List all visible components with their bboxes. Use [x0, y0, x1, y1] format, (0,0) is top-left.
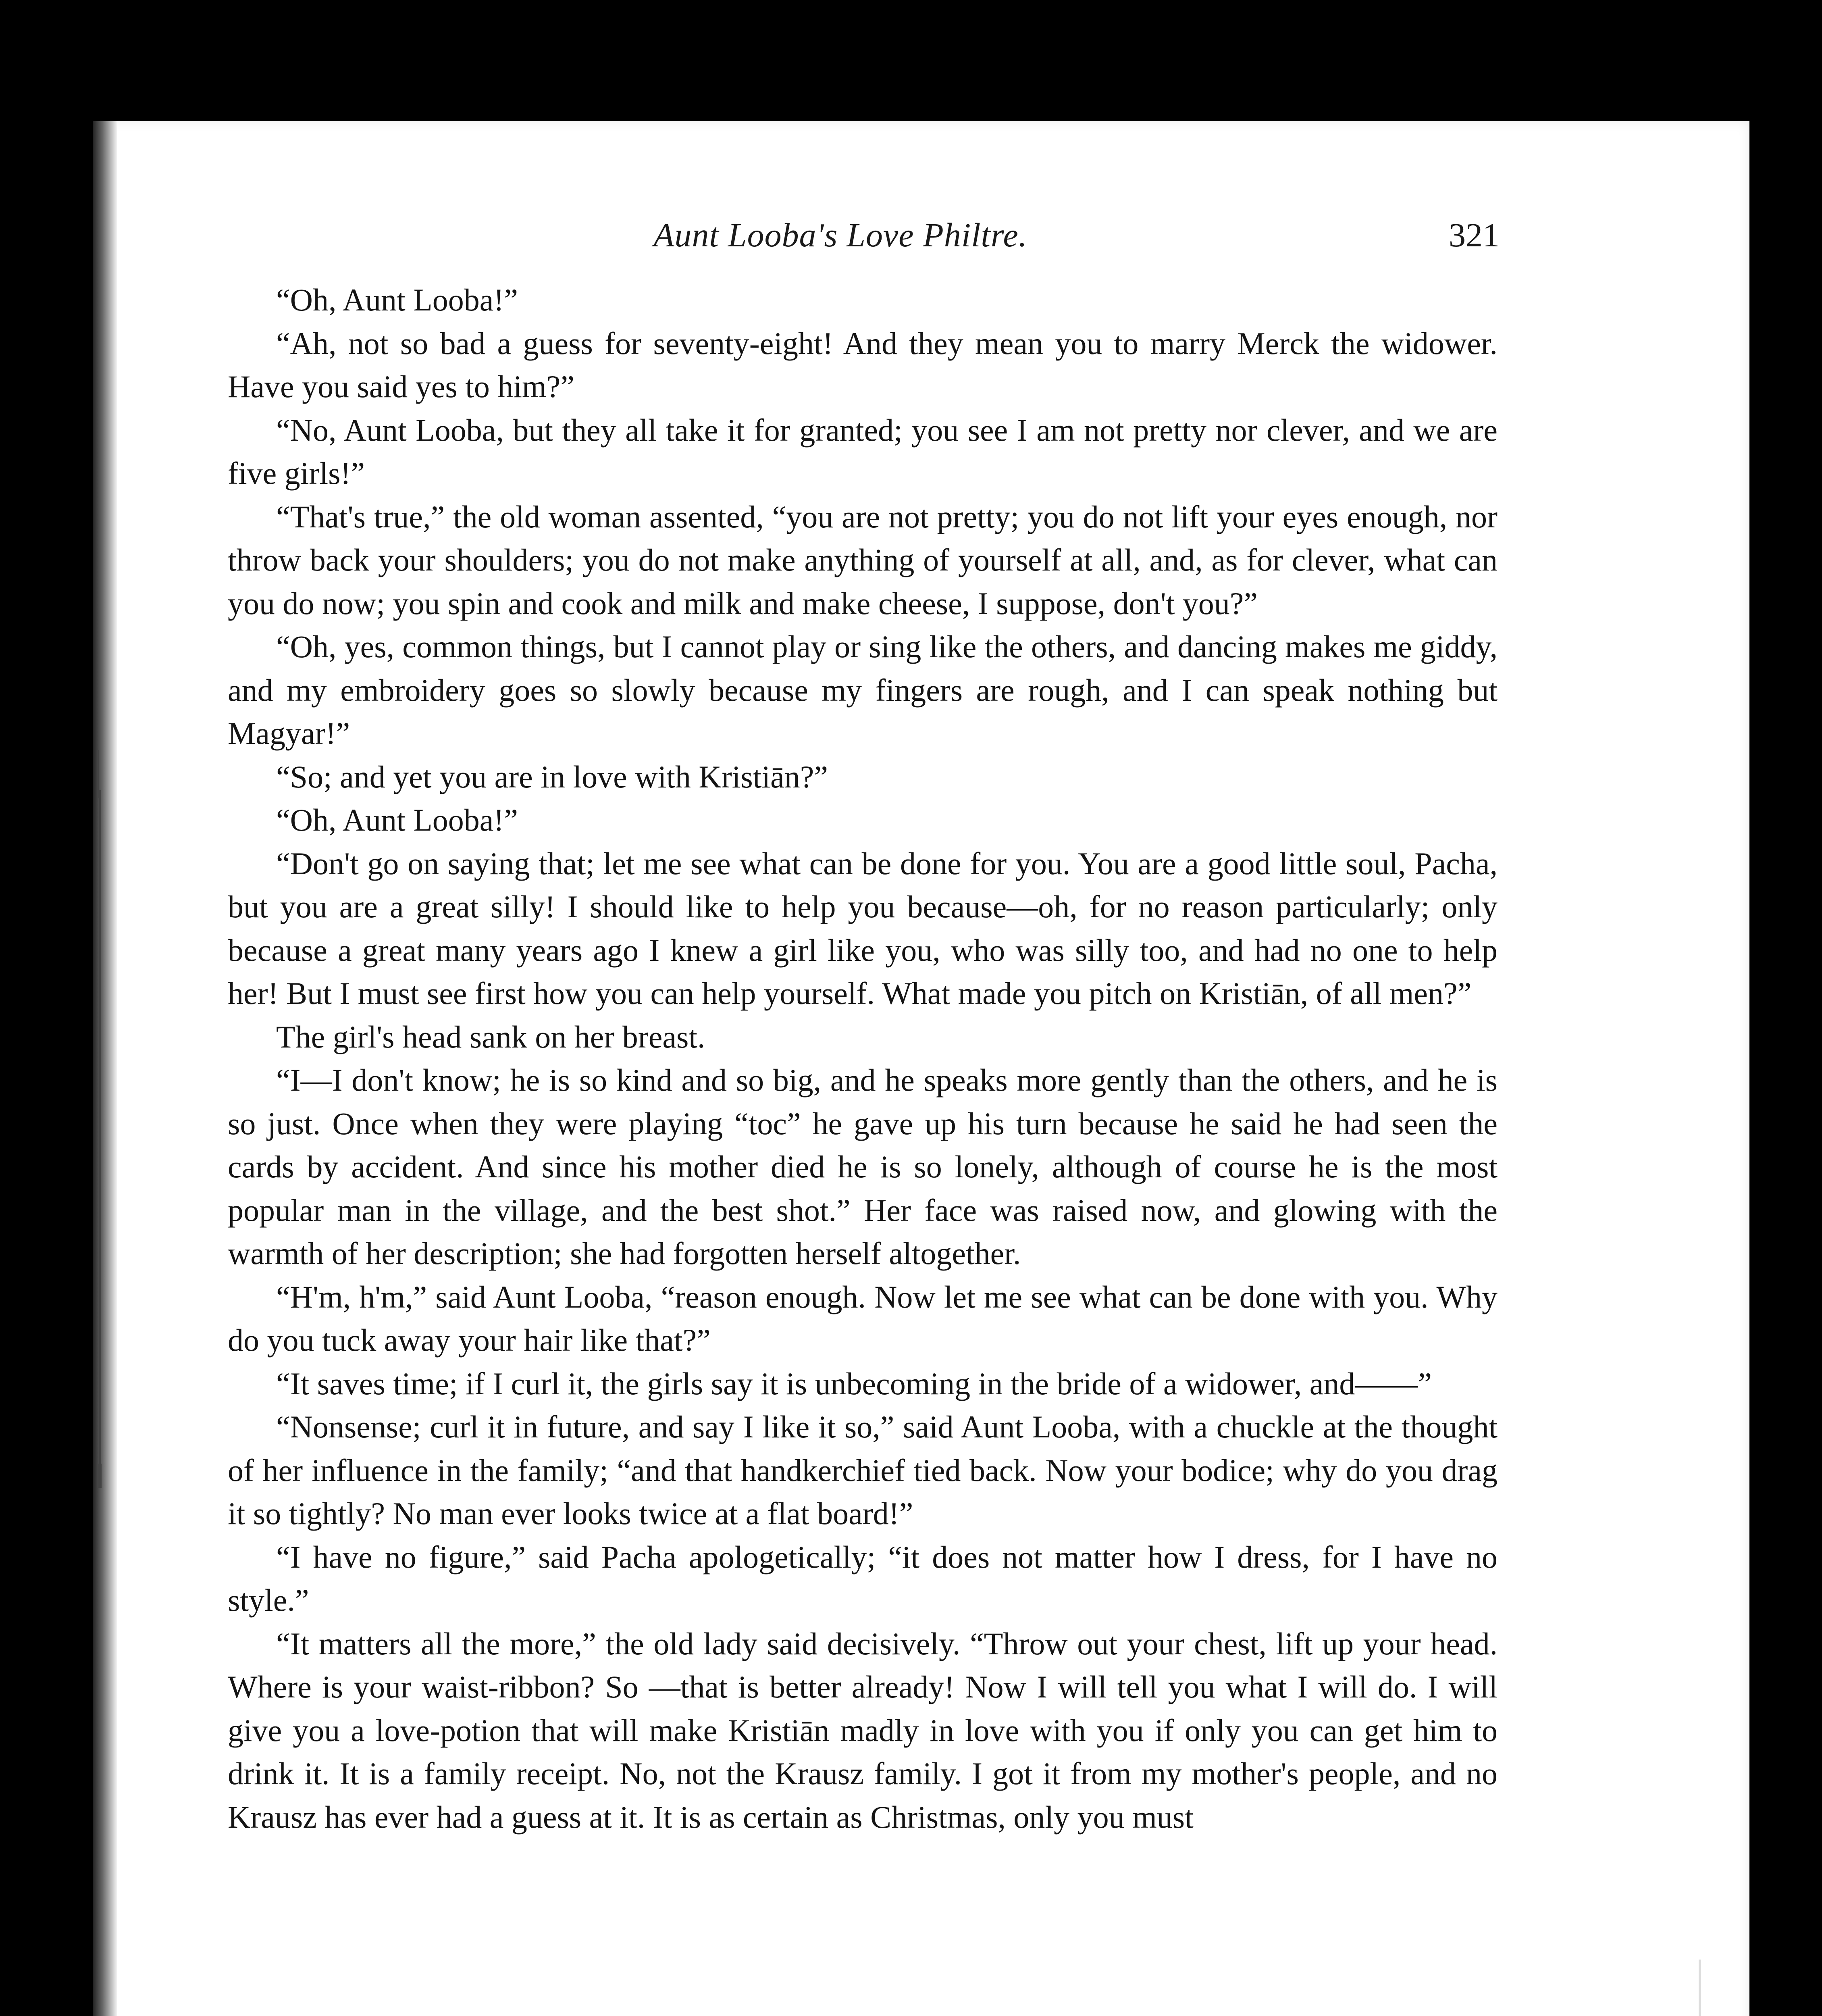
running-title: Aunt Looba's Love Philtre. [653, 217, 1027, 254]
paragraph: “I—I don't know; he is so kind and so big, and he speaks more gently than the others, and he is so just. Once when they were playing “toc” he gave up his turn because he said he had seen the cards by accident. And since his mother died he is so lonely, although of course he is the most popular man in the village, and the best shot.” Her face was raised now, and glowing with the warmth of her description; she had forgotten herself altogether. [228, 1062, 1498, 1271]
running-header [250, 216, 1500, 264]
paragraph: “Ah, not so bad a guess for seventy-eight! And they mean you to marry Merck the widower. Have you said yes to him?” [228, 325, 1498, 404]
page-curl [1699, 1960, 1749, 2016]
paragraph: The girl's head sank on her breast. [276, 1019, 705, 1054]
body-text [228, 278, 1498, 1839]
paragraph: “Oh, yes, common things, but I cannot play or sing like the others, and dancing makes me giddy, and my embroidery goes so slowly because my fingers are rough, and I can speak nothing but Magyar!” [228, 629, 1498, 751]
paragraph: “Don't go on saying that; let me see what can be done for you. You are a good little soul, Pacha, but you are a great silly! I should like to help you because—oh, for no reason particularly; only because a great many years ago I knew a girl like you, who was silly too, and had no one to help her! But I must see first how you can help yourself. What made you pitch on Kristiān, of all men?” [228, 846, 1498, 1011]
paragraph: “No, Aunt Looba, but they all take it for granted; you see I am not pretty nor clever, and we are five girls!” [228, 412, 1498, 491]
paragraph: “Oh, Aunt Looba!” [276, 802, 518, 837]
paragraph: “Nonsense; curl it in future, and say I like it so,” said Aunt Looba, with a chuckle at the thought of her influence in the family; “and that handkerchief tied back. Now your bodice; why do you drag it so tightly? No man ever looks twice at a flat board!” [228, 1409, 1498, 1531]
paragraph: “So; and yet you are in love with Kristiān?” [276, 759, 828, 794]
page-gutter [93, 121, 117, 2016]
binding-mark [97, 1464, 102, 1488]
paragraph: “H'm, h'm,” said Aunt Looba, “reason enough. Now let me see what can be done with you. Why do you tuck away your hair like that?” [228, 1279, 1498, 1358]
paragraph: “I have no figure,” said Pacha apologetically; “it does not matter how I dress, for I have no style.” [228, 1539, 1498, 1618]
paragraph: “Oh, Aunt Looba!” [276, 282, 518, 317]
paragraph: “It matters all the more,” the old lady said decisively. “Throw out your chest, lift up your head. Where is your waist-ribbon? So —that is better already! Now I will tell you what I will do. I will give you a love-potion that will make Kristiān madly in love with you if only you can get him to drink it. It is a family receipt. No, not the Krausz family. I got it from my mother's people, and no Krausz has ever had a guess at it. It is as certain as Christmas, only you must [228, 1626, 1498, 1835]
page-number: 321 [1449, 217, 1500, 254]
binding-thread [99, 790, 101, 1476]
paragraph: “That's true,” the old woman assented, “you are not pretty; you do not lift your eyes enough, nor throw back your shoulders; you do not make anything of yourself at all, and, as for clever, what can you do now; you spin and cook and milk and make cheese, I suppose, don't you?” [228, 499, 1498, 621]
paragraph: “It saves time; if I curl it, the girls say it is unbecoming in the bride of a widower, and——” [276, 1366, 1432, 1401]
